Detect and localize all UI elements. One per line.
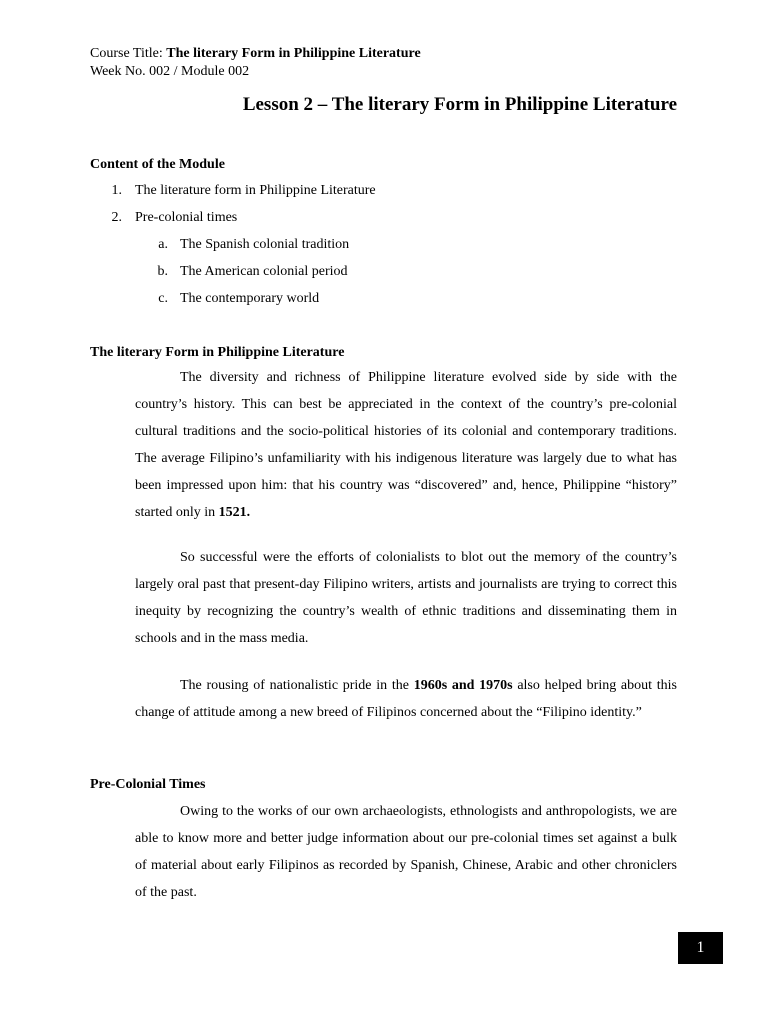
paragraph-2-text: So successful were the efforts of colonialists to blot out the memory of the country’s largely oral past that present-day Filipino writers, artists and journalists are trying to correct this inequity by recognizing the country’s wealth of ethnic traditions and disseminating them in schools and in the mass media. xyxy=(135,550,677,646)
decades-bold: 1960s and 1970s xyxy=(413,678,513,693)
paragraph-4-text: Owing to the works of our own archaeologists, ethnologists and anthropologists, we are able to know more and better judge information about our pre-colonial times set against a bulk of material about early Filipinos as recorded by Spanish, Chinese, Arabic and other chroniclers of the past. xyxy=(135,804,677,900)
course-title-label: Course Title: xyxy=(90,46,167,61)
sub-list-item-text: The American colonial period xyxy=(180,264,348,279)
paragraph-4 xyxy=(135,798,677,906)
paragraph-1-text: The diversity and richness of Philippine literature evolved side by side with the country’s history. This can best be appreciated in the context of the country’s pre-colonial cultural traditions and the socio-political histories of its colonial and contemporary traditions. The average Filipino’s unfamiliarity with his indigenous literature was largely due to what has been impressed upon him: that his country was “discovered” and, hence, Philippine “history” started only in xyxy=(135,370,677,520)
sub-list-item-text: The contemporary world xyxy=(180,291,320,306)
section-heading-literary-form: The literary Form in Philippine Literature xyxy=(90,345,345,360)
list-item-text: The literature form in Philippine Literature xyxy=(135,183,376,198)
week-module-line: Week No. 002 / Module 002 xyxy=(90,64,250,79)
sub-list-marker: b. xyxy=(157,264,168,279)
paragraph-1 xyxy=(135,364,677,526)
paragraph-3-after: also helped bring about this change of attitude among a new breed of Filipinos concerned about the “Filipino identity.” xyxy=(135,678,677,720)
sub-list-marker: c. xyxy=(158,291,168,306)
paragraph-3 xyxy=(135,672,677,726)
year-1521: 1521. xyxy=(218,505,251,520)
sub-list-item-text: The Spanish colonial tradition xyxy=(180,237,350,252)
paragraph-3-before: The rousing of nationalistic pride in the xyxy=(180,678,414,693)
course-title-line xyxy=(90,45,421,63)
course-title-value: The literary Form in Philippine Literature xyxy=(166,46,421,61)
paragraph-2 xyxy=(135,544,677,652)
list-marker: 1. xyxy=(111,183,122,198)
sub-list-marker: a. xyxy=(158,237,168,252)
lesson-title: Lesson 2 – The literary Form in Philippine Literature xyxy=(242,94,677,115)
contents-heading: Content of the Module xyxy=(90,157,225,172)
list-item-text: Pre-colonial times xyxy=(135,210,238,225)
page-number: 1 xyxy=(678,932,723,964)
list-marker: 2. xyxy=(111,210,122,225)
section-heading-pre-colonial: Pre-Colonial Times xyxy=(90,777,206,792)
